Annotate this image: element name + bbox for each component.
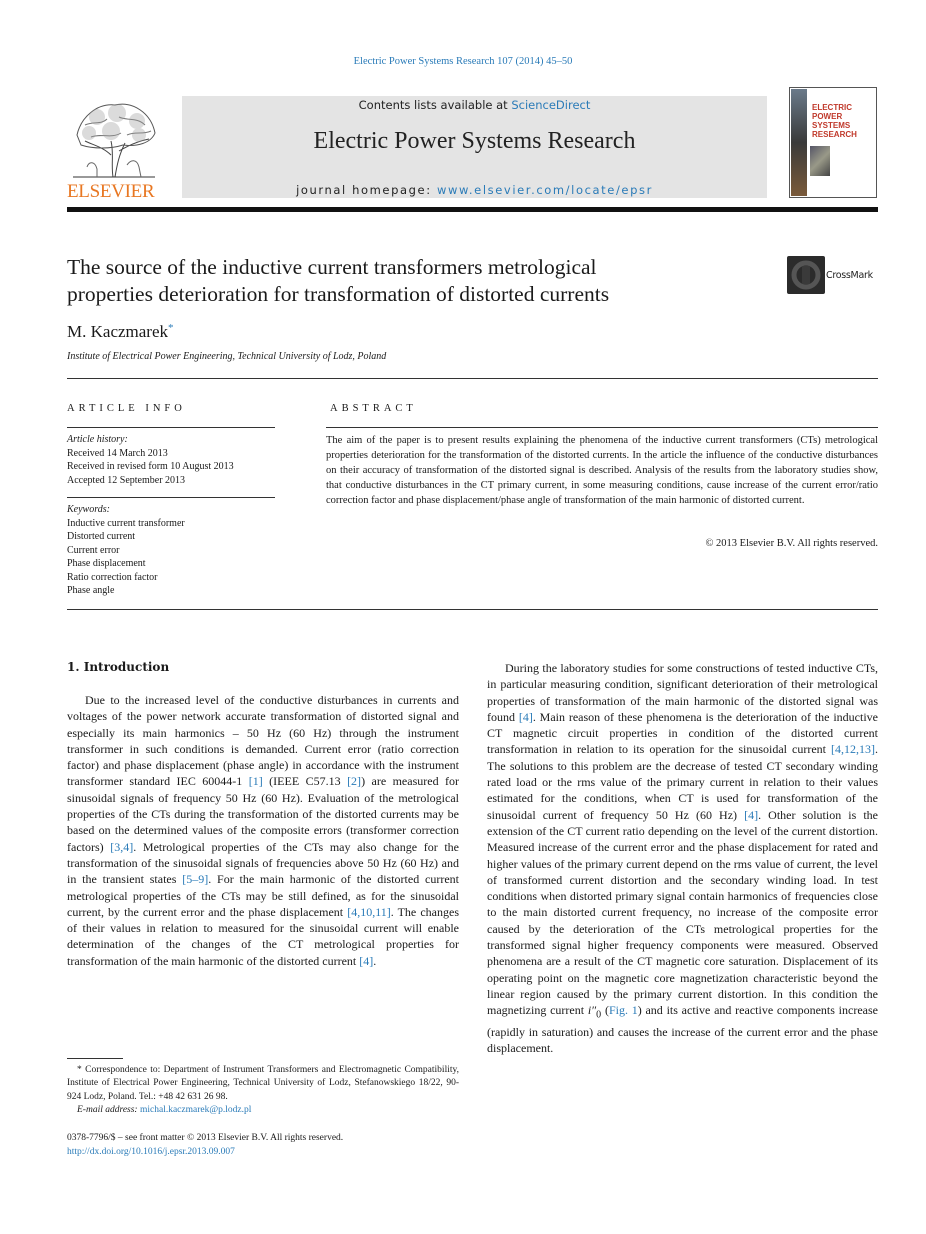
citation-link[interactable]: [3,4] xyxy=(110,839,134,854)
text-run: . The solutions to this problem are the decrease of tested CT secondary winding rated load or the rms value of the primary current in relation to their values estimated for the conditions, when CT is used for transformation of the sinusoidal current of frequency 50 Hz (60 Hz) xyxy=(487,742,878,822)
text-run: During the laboratory studies for some constructions of tested inductive CTs, in particular measuring condition, significant deterioration of their metrological properties of transformation of the main harmonic of the distorted signal was found xyxy=(487,661,878,724)
text-run: . Main reason of these phenomena is the deterioration of the inductive CT magnetic circuit properties in condition of the distorted current transformation in relation to its operation for the sinusoidal current xyxy=(487,709,878,757)
issn-line: 0378-7796/$ – see front matter © 2013 Elsevier B.V. All rights reserved. xyxy=(67,1133,344,1143)
keywords-rule xyxy=(67,497,275,498)
keyword-item: Phase displacement xyxy=(67,558,146,569)
keyword-item: Distorted current xyxy=(67,531,136,542)
article-title xyxy=(67,254,767,308)
history-item: Received 14 March 2013 xyxy=(67,447,168,459)
front-matter xyxy=(67,1132,343,1159)
footnote-text xyxy=(67,1064,459,1104)
text-run: . Other solution is the extension of the CT current ratio depending on the level of the current distortion. Measured increase of the current error and the phase displacement for rated and higher values of the primary current depend on the rms value of current, the level of transformed current distortion and the secondary winding load. In test conditions when distorted primary signal contain harmonics of frequencies close to the main distorted current frequency, no increase of the composite error caused by the deterioration of the CTs metrological properties for the transformed signal higher frequency components were measured. Observed phenomena are a result of the CT magnetic core saturation. Displacement of its operating point on the magnetic core magnetization characteristic beyond the linear region caused by the primary current distortion. In this condition the magnetizing current xyxy=(487,807,878,1018)
contents-label: Contents lists available at xyxy=(358,98,512,112)
history-label: Article history: xyxy=(67,434,128,445)
publisher-name: ELSEVIER xyxy=(67,181,155,202)
sciencedirect-link[interactable]: ScienceDirect xyxy=(511,98,591,112)
figure-link[interactable]: Fig. 1 xyxy=(608,1003,638,1018)
email-link[interactable]: michal.kaczmarek@p.lodz.pl xyxy=(139,1104,252,1115)
correspondence-mark[interactable]: * xyxy=(168,322,174,334)
citation-link[interactable]: [4] xyxy=(744,807,759,822)
citation-link[interactable]: [5–9] xyxy=(182,872,209,887)
title-line-1: The source of the inductive current transformers metrological xyxy=(67,255,597,279)
keyword-item: Ratio correction factor xyxy=(67,571,158,583)
author-text: M. Kaczmarek xyxy=(67,322,169,341)
history-item: Accepted 12 September 2013 xyxy=(67,474,186,486)
history-item: Received in revised form 10 August 2013 xyxy=(67,461,234,472)
author-name xyxy=(67,322,174,342)
math-subscript: 0 xyxy=(596,1009,602,1021)
cover-image-strip xyxy=(791,89,807,196)
citation-link[interactable]: [4,10,11] xyxy=(347,904,391,919)
cover-photo xyxy=(810,146,830,176)
doi-link[interactable]: http://dx.doi.org/10.1016/j.epsr.2013.09.007 xyxy=(67,1146,235,1157)
title-divider xyxy=(67,378,878,379)
text-run: (IEEE C57.13 xyxy=(262,774,348,789)
text-run: ) are measured for sinusoidal signals of frequency 50 Hz (60 Hz). Evaluation of the metrological properties of the CTs during the transformation of the distorted currents may be based on the determined values of the composite errors (transformer correction factors) xyxy=(67,774,460,854)
keyword-item: Inductive current transformer xyxy=(67,517,185,529)
journal-banner xyxy=(182,96,767,198)
article-history xyxy=(67,433,234,487)
abstract-copyright: © 2013 Elsevier B.V. All rights reserved. xyxy=(705,538,878,549)
contents-line xyxy=(182,98,767,112)
math-symbol: i″ xyxy=(587,1003,597,1018)
affiliation: Institute of Electrical Power Engineering, Technical University of Lodz, Poland xyxy=(67,351,387,362)
title-line-2: properties deterioration for transformation of distorted currents xyxy=(67,282,610,306)
homepage-label: journal homepage: xyxy=(296,183,437,197)
keyword-item: Current error xyxy=(67,544,120,556)
elsevier-logo xyxy=(67,95,163,201)
keyword-item: Phase angle xyxy=(67,585,115,596)
article-info-heading: ARTICLE INFO xyxy=(67,403,186,414)
article-info-rule xyxy=(67,427,275,428)
homepage-link[interactable]: www.elsevier.com/locate/epsr xyxy=(436,183,653,197)
footnote xyxy=(67,1064,459,1117)
text-run: . For the main harmonic of the distorted current metrological properties of the CTs may be still defined, as for the sinusoidal current, by the current error and the phase displacement xyxy=(67,872,459,919)
citation-link[interactable]: [4] xyxy=(359,953,374,968)
homepage-line xyxy=(182,183,767,197)
footnote-email-line xyxy=(67,1104,459,1117)
body-column-right xyxy=(487,660,878,1057)
footnote-rule xyxy=(67,1058,123,1059)
paragraph xyxy=(67,692,459,969)
keywords xyxy=(67,503,185,598)
citation-link[interactable]: [1] xyxy=(248,774,263,789)
paragraph xyxy=(487,660,878,1057)
body-column-left xyxy=(67,692,459,969)
abstract-text: The aim of the paper is to present results explaining the phenomena of the inductive current transformers (CTs) metrological properties deterioration for the transformation of the distorted currents. In the article the influence of the conductive disturbances on their accuracy of transformation of the distorted signal is described. Analysis of the results from the laboratory studies show, that conductive disturbances in the CT primary current, in some measuring conditions, cause increase of the current error/ratio correction factor and phase displacement/phase angle of transformation of the main harmonic of distorted current. xyxy=(326,435,878,506)
journal-cover[interactable] xyxy=(789,87,877,198)
text-run: ( xyxy=(601,1003,609,1018)
text-run: Due to the increased level of the conductive disturbances in currents and voltages of the power network accurate transformation of distorted signal and especially its main harmonics – 50 Hz (60 Hz) through the instrument transformer in such conditions is demanded. Current error (ratio correction factor) and phase displacement (phase angle) in accordance with the instrument transformer standard IEC 60044-1 xyxy=(67,693,459,789)
abstract-rule xyxy=(326,427,878,428)
crossmark-icon xyxy=(787,256,825,294)
text-run: . The changes of their values in relation to measured for the sinusoidal current will enable determination of the changes of the CT metrological properties for transformation of the main harmonic of the distorted current xyxy=(67,904,459,968)
journal-reference[interactable]: Electric Power Systems Research 107 (2014) 45–50 xyxy=(353,56,573,67)
abstract-heading: ABSTRACT xyxy=(330,403,417,414)
journal-title: Electric Power Systems Research xyxy=(313,128,636,154)
text-run: . xyxy=(373,953,377,968)
text-run: . Metrological properties of the CTs may also change for the transformation of the sinusoidal signals of frequencies above 50 Hz (60 Hz) and in the transient states xyxy=(67,839,459,887)
citation-link[interactable]: [4,12,13] xyxy=(831,742,875,757)
keywords-label: Keywords: xyxy=(67,504,110,515)
citation-link[interactable]: [2] xyxy=(347,774,362,789)
header-divider xyxy=(67,207,878,212)
crossmark-badge[interactable] xyxy=(787,256,882,296)
citation-link[interactable]: [4] xyxy=(518,709,533,724)
abstract-divider xyxy=(67,609,878,610)
footnote-body: Correspondence to: Department of Instrument Transformers and Electromagnetic Compatibility, Institute of Electrical Power Engineering, Technical University of Lodz, Stefanowskiego 18/22, 90-924 Lodz, Poland. Tel.: +48 42 631 26 98. xyxy=(67,1065,459,1102)
email-label: E-mail address: xyxy=(77,1104,140,1115)
footnote-mark: * xyxy=(77,1065,82,1075)
crossmark-label: CrossMark xyxy=(826,270,873,281)
text-run: ) and its active and reactive components increase (rapidly in saturation) and causes the increase of the current error and the phase displacement. xyxy=(487,1003,878,1056)
cover-title: ELECTRIC POWER SYSTEMS RESEARCH xyxy=(812,103,857,139)
section-heading: 1. Introduction xyxy=(67,660,170,674)
